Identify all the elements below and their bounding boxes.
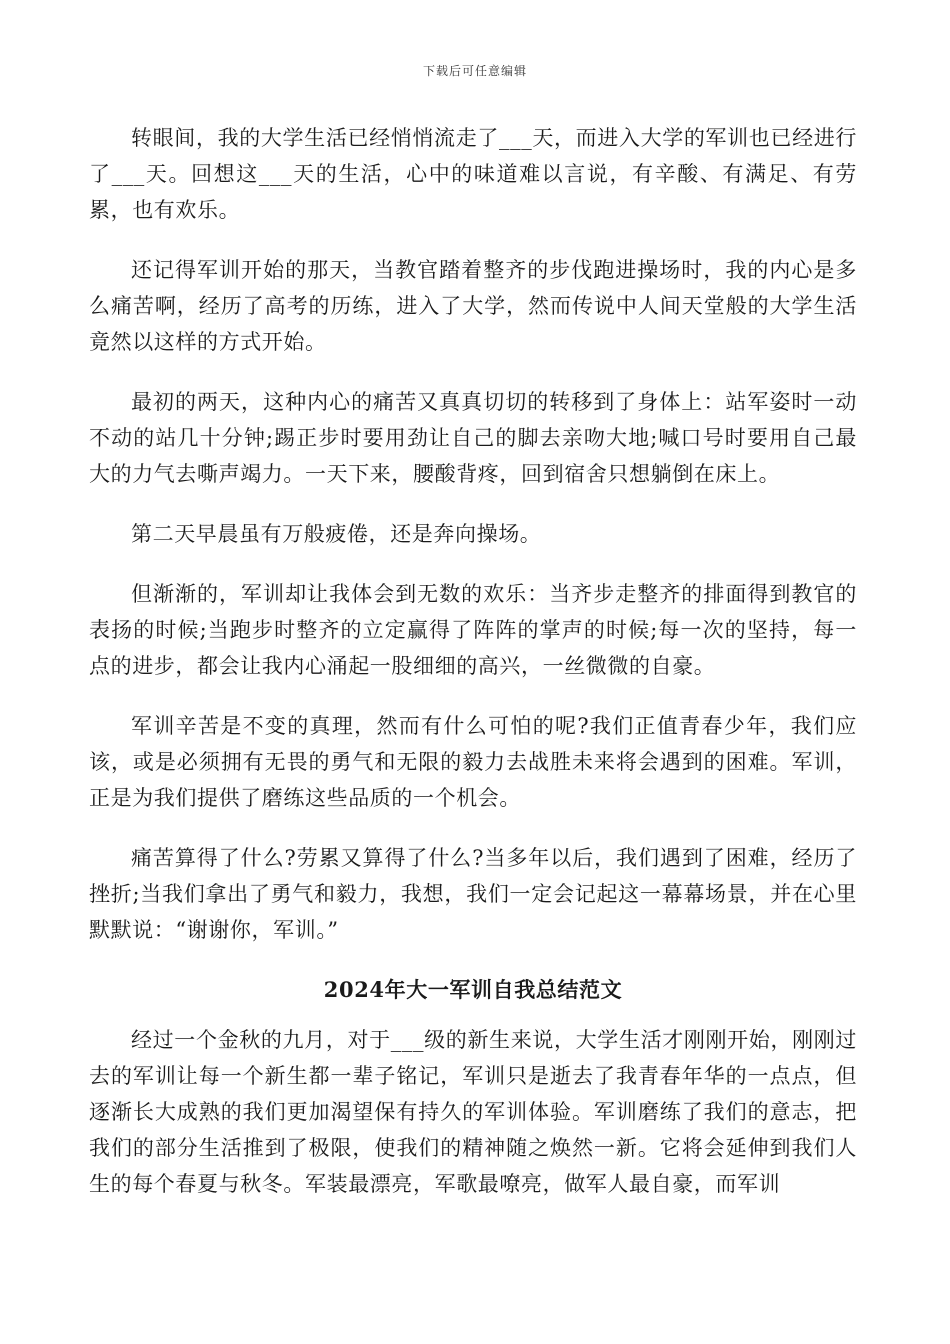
paragraph-5: 但渐渐的，军训却让我体会到无数的欢乐：当齐步走整齐的排面得到教官的表扬的时候;当跑步时整齐的立定赢得了阵阵的掌声的时候;每一次的坚持，每一点的进步，都会让我内心涌起一股细细的高兴，一丝微微的自豪。	[89, 582, 857, 678]
paragraph-1: 转眼间，我的大学生活已经悄悄流走了___天，而进入大学的军训也已经进行了___天。回想这___天的生活，心中的味道难以言说，有辛酸、有满足、有劳累，也有欢乐。	[89, 126, 857, 222]
paragraph-6: 军训辛苦是不变的真理，然而有什么可怕的呢?我们正值青春少年，我们应该，或是必须拥有无畏的勇气和无限的毅力去战胜未来将会遇到的困难。军训，正是为我们提供了磨练这些品质的一个机会。	[89, 714, 857, 810]
paragraph-8: 经过一个金秋的九月，对于___级的新生来说，大学生活才刚刚开始，刚刚过去的军训让每一个新生都一辈子铭记，军训只是逝去了我青春年华的一点点，但逐渐长大成熟的我们更加渴望保有持久的军训体验。军训磨练了我们的意志，把我们的部分生活推到了极限，使我们的精神随之焕然一新。它将会延伸到我们人生的每个春夏与秋冬。军装最漂亮，军歌最嘹亮，做军人最自豪，而军训	[89, 1028, 857, 1196]
document-body	[89, 120, 857, 1226]
paragraph-7: 痛苦算得了什么?劳累又算得了什么?当多年以后，我们遇到了困难，经历了挫折;当我们拿出了勇气和毅力，我想，我们一定会记起这一幕幕场景，并在心里默默说：“谢谢你，军训。”	[89, 846, 857, 942]
section-title: 2024年大一军训自我总结范文	[323, 977, 623, 1002]
paragraph-2: 还记得军训开始的那天，当教官踏着整齐的步伐跑进操场时，我的内心是多么痛苦啊，经历了高考的历练，进入了大学，然而传说中人间天堂般的大学生活竟然以这样的方式开始。	[89, 258, 857, 354]
paragraph-4: 第二天早晨虽有万般疲倦，还是奔向操场。	[131, 522, 542, 546]
paragraph-3: 最初的两天，这种内心的痛苦又真真切切的转移到了身体上：站军姿时一动不动的站几十分钟;踢正步时要用劲让自己的脚去亲吻大地;喊口号时要用自己最大的力气去嘶声竭力。一天下来，腰酸背疼，回到宿舍只想躺倒在床上。	[89, 390, 857, 486]
page-header: 下载后可任意编辑	[422, 64, 527, 78]
